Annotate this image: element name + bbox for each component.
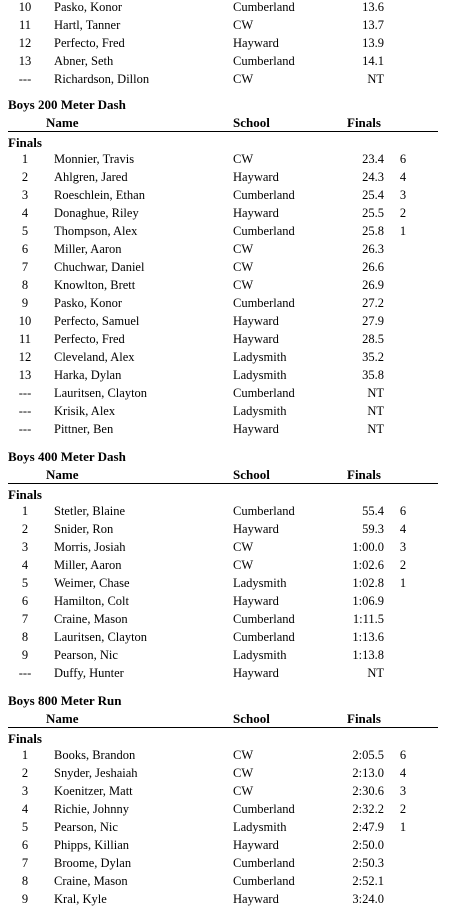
school-name: CW [233,18,254,32]
result-row [0,592,451,610]
athlete-name: Pittner, Ben [54,422,114,436]
result-row [0,890,451,908]
school-name: CW [233,152,254,166]
event-title: Boys 200 Meter Dash [8,97,126,112]
athlete-name: Perfecto, Samuel [54,314,140,328]
finals-mark: NT [367,422,384,436]
result-row [0,34,451,52]
school-name: Ladysmith [233,350,287,364]
place-cell: 11 [18,18,32,32]
place-cell: 5 [21,820,29,834]
athlete-name: Roeschlein, Ethan [54,188,145,202]
team-points: 3 [399,784,407,798]
result-row [0,222,451,240]
team-points: 4 [399,170,407,184]
place-cell: 4 [21,206,29,220]
finals-mark: 35.8 [362,368,384,382]
result-row [0,420,451,438]
athlete-name: Pasko, Konor [54,296,123,310]
header-name: Name [46,115,79,130]
athlete-name: Donaghue, Riley [54,206,139,220]
result-row [0,836,451,854]
section-label: Finals [8,135,42,150]
athlete-name: Lauritsen, Clayton [54,386,148,400]
result-row [0,348,451,366]
finals-mark: 1:00.0 [352,540,384,554]
finals-mark: 2:32.2 [352,802,384,816]
result-row [0,384,451,402]
team-points: 6 [399,504,407,518]
athlete-name: Stetler, Blaine [54,504,126,518]
result-row [0,646,451,664]
header-school: School [233,711,270,726]
finals-mark: 2:50.0 [352,838,384,852]
place-cell: --- [18,404,32,418]
finals-mark: 25.5 [362,206,384,220]
result-row [0,574,451,592]
athlete-name: Richardson, Dillon [54,72,150,86]
finals-mark: 2:50.3 [352,856,384,870]
team-points: 6 [399,748,407,762]
result-row [0,16,451,34]
finals-mark: 1:13.6 [352,630,384,644]
school-name: CW [233,540,254,554]
result-row [0,150,451,168]
result-row [0,294,451,312]
place-cell: 4 [21,558,29,572]
finals-mark: 2:13.0 [352,766,384,780]
result-row [0,330,451,348]
place-cell: 8 [21,278,29,292]
column-header-row [0,466,451,484]
place-cell: 7 [21,612,29,626]
team-points: 6 [399,152,407,166]
finals-mark: 2:52.1 [352,874,384,888]
school-name: Hayward [233,666,279,680]
result-row [0,186,451,204]
place-cell: 2 [21,766,29,780]
result-row [0,0,451,16]
school-name: Cumberland [233,188,295,202]
finals-mark: NT [367,404,384,418]
athlete-name: Lauritsen, Clayton [54,630,148,644]
place-cell: 10 [18,0,32,14]
finals-mark: 1:06.9 [352,594,384,608]
athlete-name: Cleveland, Alex [54,350,135,364]
athlete-name: Richie, Johnny [54,802,129,816]
athlete-name: Pasko, Konor [54,0,123,14]
finals-mark: 2:05.5 [352,748,384,762]
place-cell: 1 [21,504,29,518]
result-row [0,782,451,800]
header-name: Name [46,467,79,482]
header-rule [8,483,438,484]
place-cell: 6 [21,838,29,852]
school-name: Hayward [233,36,279,50]
header-finals: Finals [347,467,381,482]
result-row [0,52,451,70]
place-cell: 1 [21,748,29,762]
school-name: Cumberland [233,802,295,816]
school-name: Cumberland [233,224,295,238]
school-name: CW [233,260,254,274]
finals-mark: 14.1 [362,54,384,68]
header-finals: Finals [347,711,381,726]
athlete-name: Abner, Seth [54,54,114,68]
place-cell: 3 [21,784,29,798]
place-cell: --- [18,422,32,436]
athlete-name: Craine, Mason [54,874,128,888]
result-row [0,764,451,782]
athlete-name: Pearson, Nic [54,648,118,662]
school-name: Cumberland [233,386,295,400]
athlete-name: Kral, Kyle [54,892,107,906]
header-school: School [233,115,270,130]
finals-mark: 26.9 [362,278,384,292]
place-cell: 6 [21,594,29,608]
school-name: Cumberland [233,874,295,888]
school-name: Cumberland [233,504,295,518]
header-rule [8,727,438,728]
column-header-row [0,710,451,728]
result-row [0,240,451,258]
school-name: Hayward [233,170,279,184]
athlete-name: Duffy, Hunter [54,666,124,680]
school-name: CW [233,558,254,572]
finals-mark: NT [367,72,384,86]
athlete-name: Knowlton, Brett [54,278,136,292]
finals-mark: 24.3 [362,170,384,184]
school-name: Cumberland [233,54,295,68]
result-row [0,800,451,818]
athlete-name: Morris, Josiah [54,540,126,554]
athlete-name: Perfecto, Fred [54,332,125,346]
school-name: Cumberland [233,0,295,14]
place-cell: 5 [21,224,29,238]
finals-mark: 25.4 [362,188,384,202]
athlete-name: Miller, Aaron [54,558,122,572]
team-points: 1 [399,224,407,238]
school-name: Hayward [233,594,279,608]
finals-mark: 35.2 [362,350,384,364]
school-name: CW [233,784,254,798]
place-cell: 12 [18,350,32,364]
school-name: Hayward [233,332,279,346]
place-cell: 12 [18,36,32,50]
school-name: Cumberland [233,630,295,644]
finals-mark: 13.7 [362,18,384,32]
team-points: 3 [399,188,407,202]
finals-mark: 1:13.8 [352,648,384,662]
finals-mark: 55.4 [362,504,384,518]
event-title: Boys 800 Meter Run [8,693,122,708]
place-cell: 4 [21,802,29,816]
result-row [0,746,451,764]
school-name: Hayward [233,838,279,852]
header-rule [8,131,438,132]
result-row [0,872,451,890]
result-row [0,276,451,294]
finals-mark: 2:47.9 [352,820,384,834]
school-name: Ladysmith [233,404,287,418]
finals-mark: 1:02.8 [352,576,384,590]
result-row [0,402,451,420]
team-points: 4 [399,766,407,780]
result-row [0,854,451,872]
section-label: Finals [8,487,42,502]
place-cell: 10 [18,314,32,328]
header-school: School [233,467,270,482]
athlete-name: Broome, Dylan [54,856,132,870]
team-points: 1 [399,576,407,590]
result-row [0,168,451,186]
finals-mark: NT [367,386,384,400]
event-title: Boys 400 Meter Dash [8,449,126,464]
place-cell: 7 [21,260,29,274]
school-name: CW [233,278,254,292]
section-label: Finals [8,731,42,746]
athlete-name: Ahlgren, Jared [54,170,128,184]
school-name: CW [233,766,254,780]
result-row [0,502,451,520]
athlete-name: Perfecto, Fred [54,36,125,50]
athlete-name: Koenitzer, Matt [54,784,133,798]
athlete-name: Craine, Mason [54,612,128,626]
athlete-name: Chuchwar, Daniel [54,260,145,274]
place-cell: 3 [21,188,29,202]
result-row [0,610,451,628]
team-points: 2 [399,558,407,572]
place-cell: --- [18,72,32,86]
athlete-name: Weimer, Chase [54,576,130,590]
result-row [0,70,451,88]
place-cell: 9 [21,648,29,662]
finals-mark: 28.5 [362,332,384,346]
school-name: Ladysmith [233,368,287,382]
result-row [0,818,451,836]
finals-mark: 3:24.0 [352,892,384,906]
place-cell: 9 [21,892,29,906]
school-name: Hayward [233,522,279,536]
athlete-name: Harka, Dylan [54,368,122,382]
column-header-row [0,114,451,132]
finals-mark: 1:02.6 [352,558,384,572]
finals-mark: 13.6 [362,0,384,14]
place-cell: 8 [21,874,29,888]
result-row [0,628,451,646]
finals-mark: 1:11.5 [352,612,384,626]
result-row [0,204,451,222]
finals-mark: 25.8 [362,224,384,238]
athlete-name: Snider, Ron [54,522,114,536]
school-name: Hayward [233,314,279,328]
header-finals: Finals [347,115,381,130]
header-name: Name [46,711,79,726]
place-cell: 5 [21,576,29,590]
athlete-name: Snyder, Jeshaiah [54,766,138,780]
place-cell: --- [18,386,32,400]
school-name: CW [233,748,254,762]
place-cell: --- [18,666,32,680]
finals-mark: 26.3 [362,242,384,256]
finals-mark: 59.3 [362,522,384,536]
athlete-name: Krisik, Alex [54,404,116,418]
result-row [0,312,451,330]
result-row [0,520,451,538]
school-name: CW [233,72,254,86]
school-name: Cumberland [233,612,295,626]
school-name: CW [233,242,254,256]
athlete-name: Books, Brandon [54,748,136,762]
school-name: Ladysmith [233,820,287,834]
team-points: 3 [399,540,407,554]
place-cell: 11 [18,332,32,346]
result-row [0,538,451,556]
finals-mark: 26.6 [362,260,384,274]
athlete-name: Pearson, Nic [54,820,118,834]
result-row [0,258,451,276]
athlete-name: Miller, Aaron [54,242,122,256]
school-name: Ladysmith [233,648,287,662]
school-name: Hayward [233,206,279,220]
athlete-name: Hartl, Tanner [54,18,121,32]
finals-mark: 27.2 [362,296,384,310]
place-cell: 3 [21,540,29,554]
place-cell: 7 [21,856,29,870]
athlete-name: Monnier, Travis [54,152,135,166]
school-name: Ladysmith [233,576,287,590]
athlete-name: Hamilton, Colt [54,594,129,608]
finals-mark: NT [367,666,384,680]
place-cell: 13 [18,368,32,382]
place-cell: 2 [21,170,29,184]
place-cell: 8 [21,630,29,644]
result-row [0,664,451,682]
place-cell: 13 [18,54,32,68]
place-cell: 2 [21,522,29,536]
result-row [0,366,451,384]
place-cell: 6 [21,242,29,256]
team-points: 4 [399,522,407,536]
team-points: 1 [399,820,407,834]
school-name: Hayward [233,422,279,436]
school-name: Cumberland [233,856,295,870]
place-cell: 1 [21,152,29,166]
team-points: 2 [399,802,407,816]
place-cell: 9 [21,296,29,310]
result-row [0,556,451,574]
school-name: Cumberland [233,296,295,310]
school-name: Hayward [233,892,279,906]
athlete-name: Thompson, Alex [54,224,138,238]
athlete-name: Phipps, Killian [54,838,130,852]
finals-mark: 27.9 [362,314,384,328]
finals-mark: 13.9 [362,36,384,50]
finals-mark: 23.4 [362,152,384,166]
team-points: 2 [399,206,407,220]
finals-mark: 2:30.6 [352,784,384,798]
